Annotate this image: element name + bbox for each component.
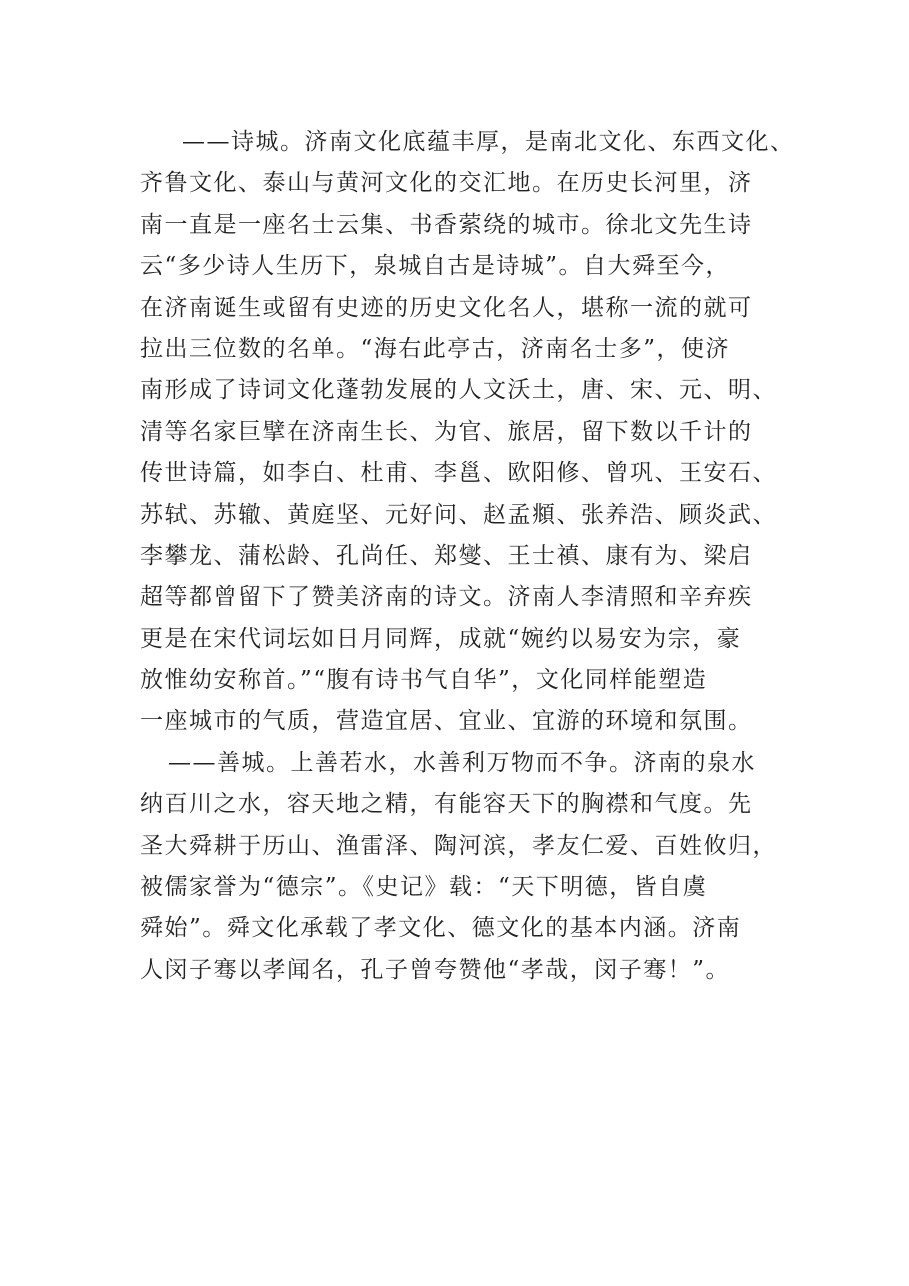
paragraph-line: 圣大舜耕于历山、渔雷泽、陶河滨，孝友仁爱、百姓攸归， bbox=[140, 832, 777, 859]
paragraph-line: 更是在宋代词坛如日月同辉，成就“婉约以易安为宗，豪 bbox=[140, 625, 742, 652]
body-text bbox=[140, 122, 800, 991]
paragraph-line: 超等都曾留下了赞美济南的诗文。济南人李清照和辛弃疾 bbox=[140, 584, 753, 611]
paragraph-line: 纳百川之水，容天地之精，有能容天下的胸襟和气度。先 bbox=[140, 791, 753, 818]
paragraph-line: 李攀龙、蒲松龄、孔尚任、郑燮、王士禛、康有为、梁启 bbox=[140, 542, 753, 569]
paragraph-line: 舜始”。舜文化承载了孝文化、德文化的基本内涵。济南 bbox=[140, 915, 742, 942]
paragraph-line: 拉出三位数的名单。“海右此亭古，济南名士多”，使济 bbox=[140, 335, 731, 362]
paragraph-line: 放惟幼安称首。”“腹有诗书气自华”，文化同样能塑造 bbox=[140, 667, 708, 694]
paragraph-line: 苏轼、苏辙、黄庭坚、元好问、赵孟頫、张养浩、顾炎武、 bbox=[140, 501, 777, 528]
paragraph-line: 人闵子骞以孝闻名，孔子曾夸赞他“孝哉，闵子骞！”。 bbox=[140, 956, 731, 983]
paragraph-line: 被儒家誉为“德宗”。《史记》载：“天下明德，皆自虞 bbox=[140, 874, 708, 901]
paragraph-line: 清等名家巨擘在济南生长、为官、旅居，留下数以千计的 bbox=[140, 418, 753, 445]
paragraph-line: 南一直是一座名士云集、书香萦绕的城市。徐北文先生诗 bbox=[140, 211, 753, 238]
paragraph-line: 传世诗篇，如李白、杜甫、李邕、欧阳修、曾巩、王安石、 bbox=[140, 460, 777, 487]
paragraph-line: ——诗城。济南文化底蕴丰厚，是南北文化、东西文化、 bbox=[182, 129, 795, 155]
paragraph-line: 一座城市的气质，营造宜居、宜业、宜游的环境和氛围。 bbox=[140, 708, 753, 735]
paragraph-line: 齐鲁文化、泰山与黄河文化的交汇地。在历史长河里，济 bbox=[140, 170, 753, 197]
paragraph-line: 在济南诞生或留有史迹的历史文化名人，堪称一流的就可 bbox=[140, 294, 753, 321]
paragraph-line: 南形成了诗词文化蓬勃发展的人文沃土，唐、宋、元、明、 bbox=[140, 377, 777, 404]
paragraph-line: 云“多少诗人生历下，泉城自古是诗城”。自大舜至今， bbox=[140, 253, 731, 280]
paragraph-line: ——善城。上善若水，水善利万物而不争。济南的泉水 bbox=[168, 749, 756, 776]
